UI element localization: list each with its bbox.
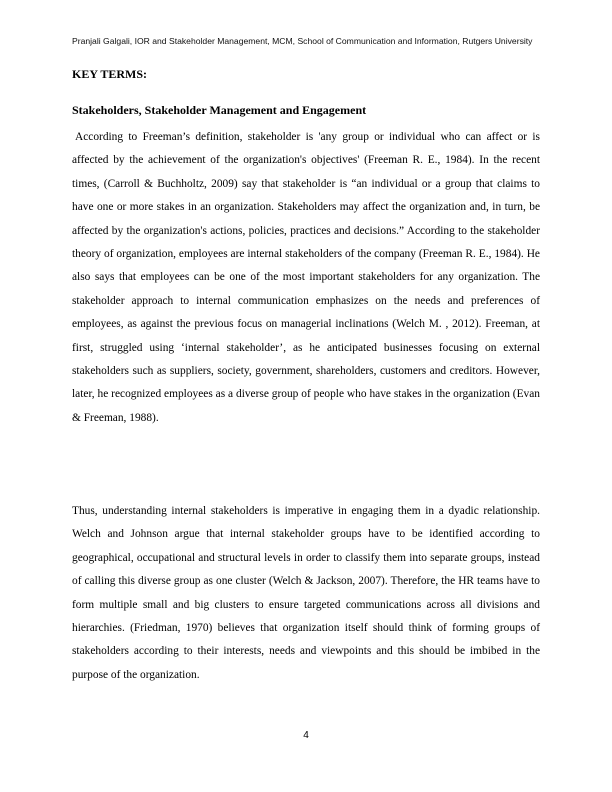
body-paragraph-1: According to Freeman’s definition, stakeholder is 'any group or individual who can affect or is affected by the achievement of the organization's objectives' (Freeman R. E., 1984). In the recent times, (Carroll & Buchholtz, 2009) say that stakeholder is “an individual or a group that claims to have one or more stakes in an organization. Stakeholders may affect the organization and, in turn, be affected by the organization's actions, policies, practices and decisions.” According to the stakeholder theory of organization, employees are internal stakeholders of the company (Freeman R. E., 1984). He also says that employees can be one of the most important stakeholders for any organization. The stakeholder approach to internal communication emphasizes on the needs and preferences of employees, as against the previous focus on managerial inclinations (Welch M. , 2012). Freeman, at first, struggled using ‘internal stakeholder’, as he anticipated businesses focusing on external stakeholders such as suppliers, society, government, shareholders, customers and creditors. However, later, he recognized employees as a diverse group of people who have stakes in the organization (Evan & Freeman, 1988). [72,131,540,424]
subsection-title: Stakeholders, Stakeholder Management and Engagement [72,103,367,117]
section-title: KEY TERMS: [72,67,148,81]
running-header: Pranjali Galgali, IOR and Stakeholder Management, MCM, School of Communication and Information, Rutgers University [72,36,533,46]
body-paragraph-2: Thus, understanding internal stakeholders is imperative in engaging them in a dyadic relationship. Welch and Johnson argue that internal stakeholder groups have to be identified according to geographical, occupational and structural levels in order to classify them into separate groups, instead of calling this diverse group as one cluster (Welch & Jackson, 2007). Therefore, the HR teams have to form multiple small and big clusters to ensure targeted communications across all divisions and hierarchies. (Friedman, 1970) believes that organization itself should think of forming groups of stakeholders according to their interests, needs and viewpoints and this should be imbibed in the purpose of the organization. [72,505,540,681]
page-number: 4 [303,730,309,741]
